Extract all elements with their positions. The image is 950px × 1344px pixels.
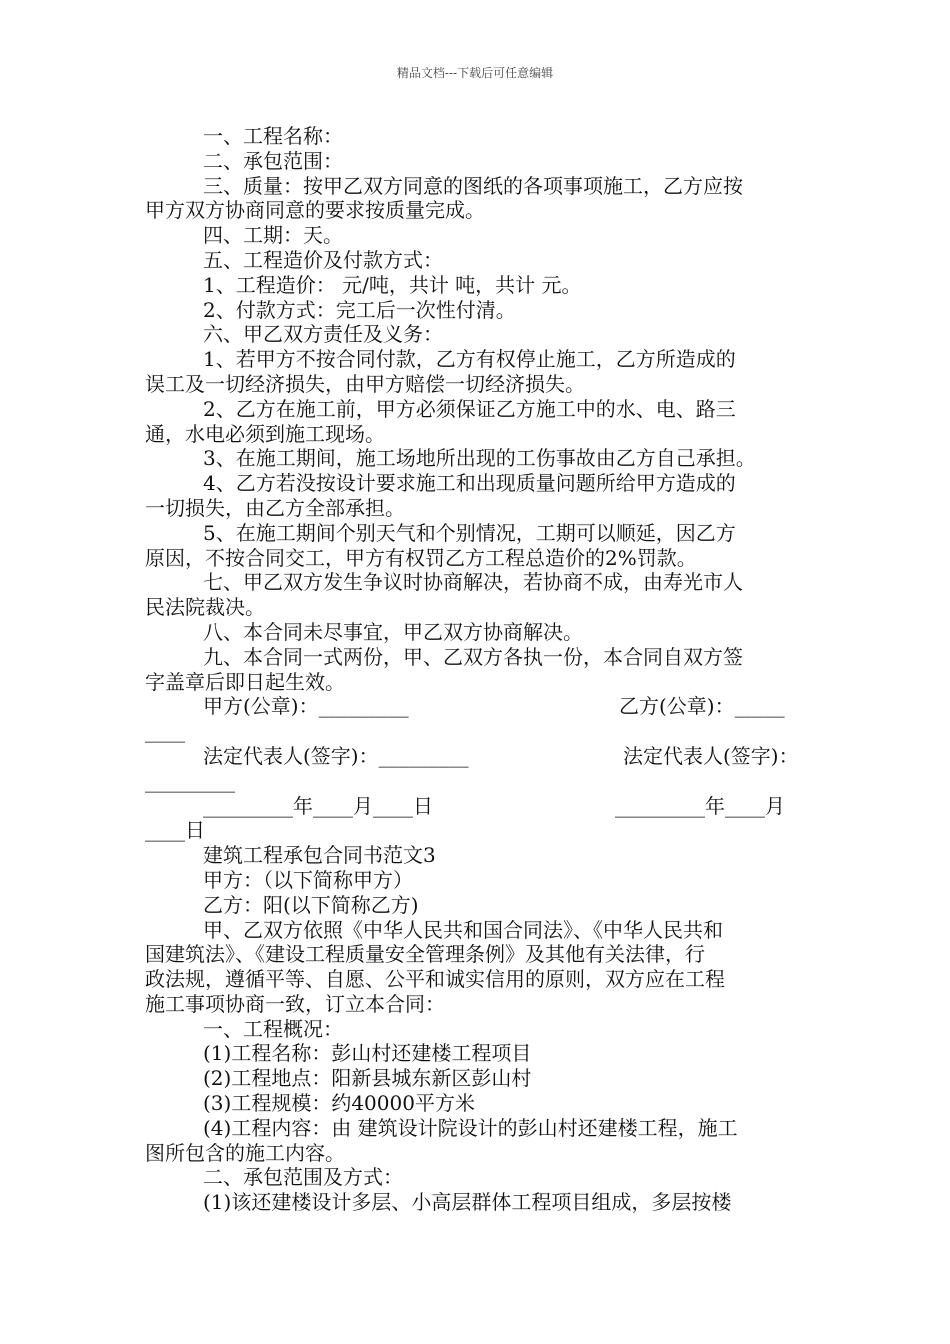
line-text: ____日	[145, 818, 205, 843]
text-line	[145, 1190, 807, 1215]
text-line	[145, 1116, 807, 1141]
text-line	[145, 1165, 807, 1190]
page-header: 精品文档---下载后可任意编辑	[396, 66, 554, 80]
text-line	[145, 570, 807, 595]
line-text: 误工及一切经济损失，由甲方赔偿一切经济损失。	[145, 371, 585, 396]
line-text: 甲、乙双方依照《中华人民共和国合同法》、《中华人民共和	[203, 917, 723, 942]
text-line	[145, 1041, 807, 1066]
text-line	[145, 719, 807, 744]
line-text: 通，水电必须到施工现场。	[145, 421, 385, 446]
text-line	[145, 818, 807, 843]
line-text: 4、乙方若没按设计要求施工和出现质量问题所给甲方造成的	[203, 471, 736, 496]
text-line	[145, 942, 807, 967]
line-text: 政法规，遵循平等、自愿、公平和诚实信用的原则，双方应在工程	[145, 967, 725, 992]
line-text: 九、本合同一式两份，甲、乙双方各执一份，本合同自双方签	[203, 644, 743, 669]
text-line	[145, 1141, 807, 1166]
text-line	[145, 744, 807, 769]
text-line	[145, 446, 807, 471]
line-text: 2、付款方式：完工后一次性付清。	[203, 297, 516, 322]
line-text: 1、若甲方不按合同付款，乙方有权停止施工，乙方所造成的	[203, 347, 736, 372]
line-text: (1)工程名称：彭山村还建楼工程项目	[203, 1041, 532, 1066]
text-line	[145, 868, 807, 893]
line-text: 一切损失，由乙方全部承担。	[145, 495, 405, 520]
line-text: 甲方双方协商同意的要求按质量完成。	[145, 198, 485, 223]
line-text: 3、在施工期间，施工场地所出现的工伤事故由乙方自己承担。	[203, 446, 756, 471]
line-text: _________	[145, 768, 235, 793]
text-line	[145, 347, 807, 372]
text-line	[145, 1066, 807, 1091]
line-text: 原因，不按合同交工，甲方有权罚乙方工程总造价的2%罚款。	[145, 545, 697, 570]
text-line	[145, 1091, 807, 1116]
text-line	[145, 149, 807, 174]
line-text: 二、承包范围：	[203, 148, 343, 173]
line-text-right: 法定代表人(签字)：	[623, 743, 799, 768]
text-line	[145, 893, 807, 918]
line-text: 甲方：（以下简称甲方）	[203, 867, 413, 892]
line-text: 六、甲乙双方责任及义务：	[203, 322, 443, 347]
text-line	[145, 670, 807, 695]
line-text: 三、质量：按甲乙双方同意的图纸的各项事项施工，乙方应按	[203, 173, 743, 198]
line-text: 七、甲乙双方发生争议时协商解决，若协商不成，由寿光市人	[203, 570, 743, 595]
line-text: (1)该还建楼设计多层、小高层群体工程项目组成，多层按楼	[203, 1190, 732, 1215]
text-line	[145, 471, 807, 496]
text-line	[145, 298, 807, 323]
text-line	[145, 521, 807, 546]
line-text: 建筑工程承包合同书范文3	[203, 843, 436, 868]
text-line	[145, 174, 807, 199]
text-line	[145, 124, 807, 149]
document-body	[145, 124, 807, 1215]
line-text: (4)工程内容：由 建筑设计院设计的彭山村还建楼工程，施工	[203, 1115, 738, 1140]
line-text: 图所包含的施工内容。	[145, 1140, 345, 1165]
text-line	[145, 546, 807, 571]
text-line	[145, 967, 807, 992]
line-text: 四、工期：天。	[203, 223, 343, 248]
line-text: 施工事项协商一致，订立本合同：	[145, 991, 445, 1016]
text-line	[145, 595, 807, 620]
line-text: 一、工程名称：	[203, 124, 343, 148]
line-text: _________年____月____日	[203, 793, 433, 818]
line-text: 民法院裁决。	[145, 595, 265, 620]
line-text: (3)工程规模：约40000平方米	[203, 1091, 475, 1116]
text-line	[145, 422, 807, 447]
text-line	[145, 918, 807, 943]
line-text: ____	[145, 719, 185, 744]
line-text: 2、乙方在施工前，甲方必须保证乙方施工中的水、电、路三	[203, 396, 736, 421]
line-text-right: 乙方(公章)：_____	[619, 694, 785, 719]
line-text-right: _________年____月	[615, 793, 785, 818]
line-text: 法定代表人(签字)：_________	[203, 743, 469, 768]
text-line	[145, 769, 807, 794]
text-line	[145, 645, 807, 670]
text-line	[145, 322, 807, 347]
text-line	[145, 223, 807, 248]
line-text: 5、在施工期间个别天气和个别情况，工期可以顺延，因乙方	[203, 520, 736, 545]
text-line	[145, 1017, 807, 1042]
text-line	[145, 198, 807, 223]
text-line	[145, 794, 807, 819]
line-text: 字盖章后即日起生效。	[145, 669, 345, 694]
line-text: 八、本合同未尽事宜，甲乙双方协商解决。	[203, 619, 583, 644]
line-text: 国建筑法》、《建设工程质量安全管理条例》及其他有关法律，行	[145, 942, 705, 967]
line-text: 五、工程造价及付款方式：	[203, 247, 443, 272]
line-text: 二、承包范围及方式：	[203, 1165, 403, 1190]
text-line	[145, 273, 807, 298]
text-line	[145, 397, 807, 422]
text-line	[145, 248, 807, 273]
line-text: 一、工程概况：	[203, 1016, 343, 1041]
text-line	[145, 992, 807, 1017]
line-text: (2)工程地点：阳新县城东新区彭山村	[203, 1066, 532, 1091]
text-line	[145, 843, 807, 868]
line-text: 乙方：阳(以下简称乙方)	[203, 892, 419, 917]
line-text: 甲方(公章)：_________	[203, 694, 409, 719]
text-line	[145, 372, 807, 397]
text-line	[145, 496, 807, 521]
text-line	[145, 694, 807, 719]
line-text: 1、工程造价： 元/吨，共计 吨，共计 元。	[203, 272, 582, 297]
text-line	[145, 620, 807, 645]
